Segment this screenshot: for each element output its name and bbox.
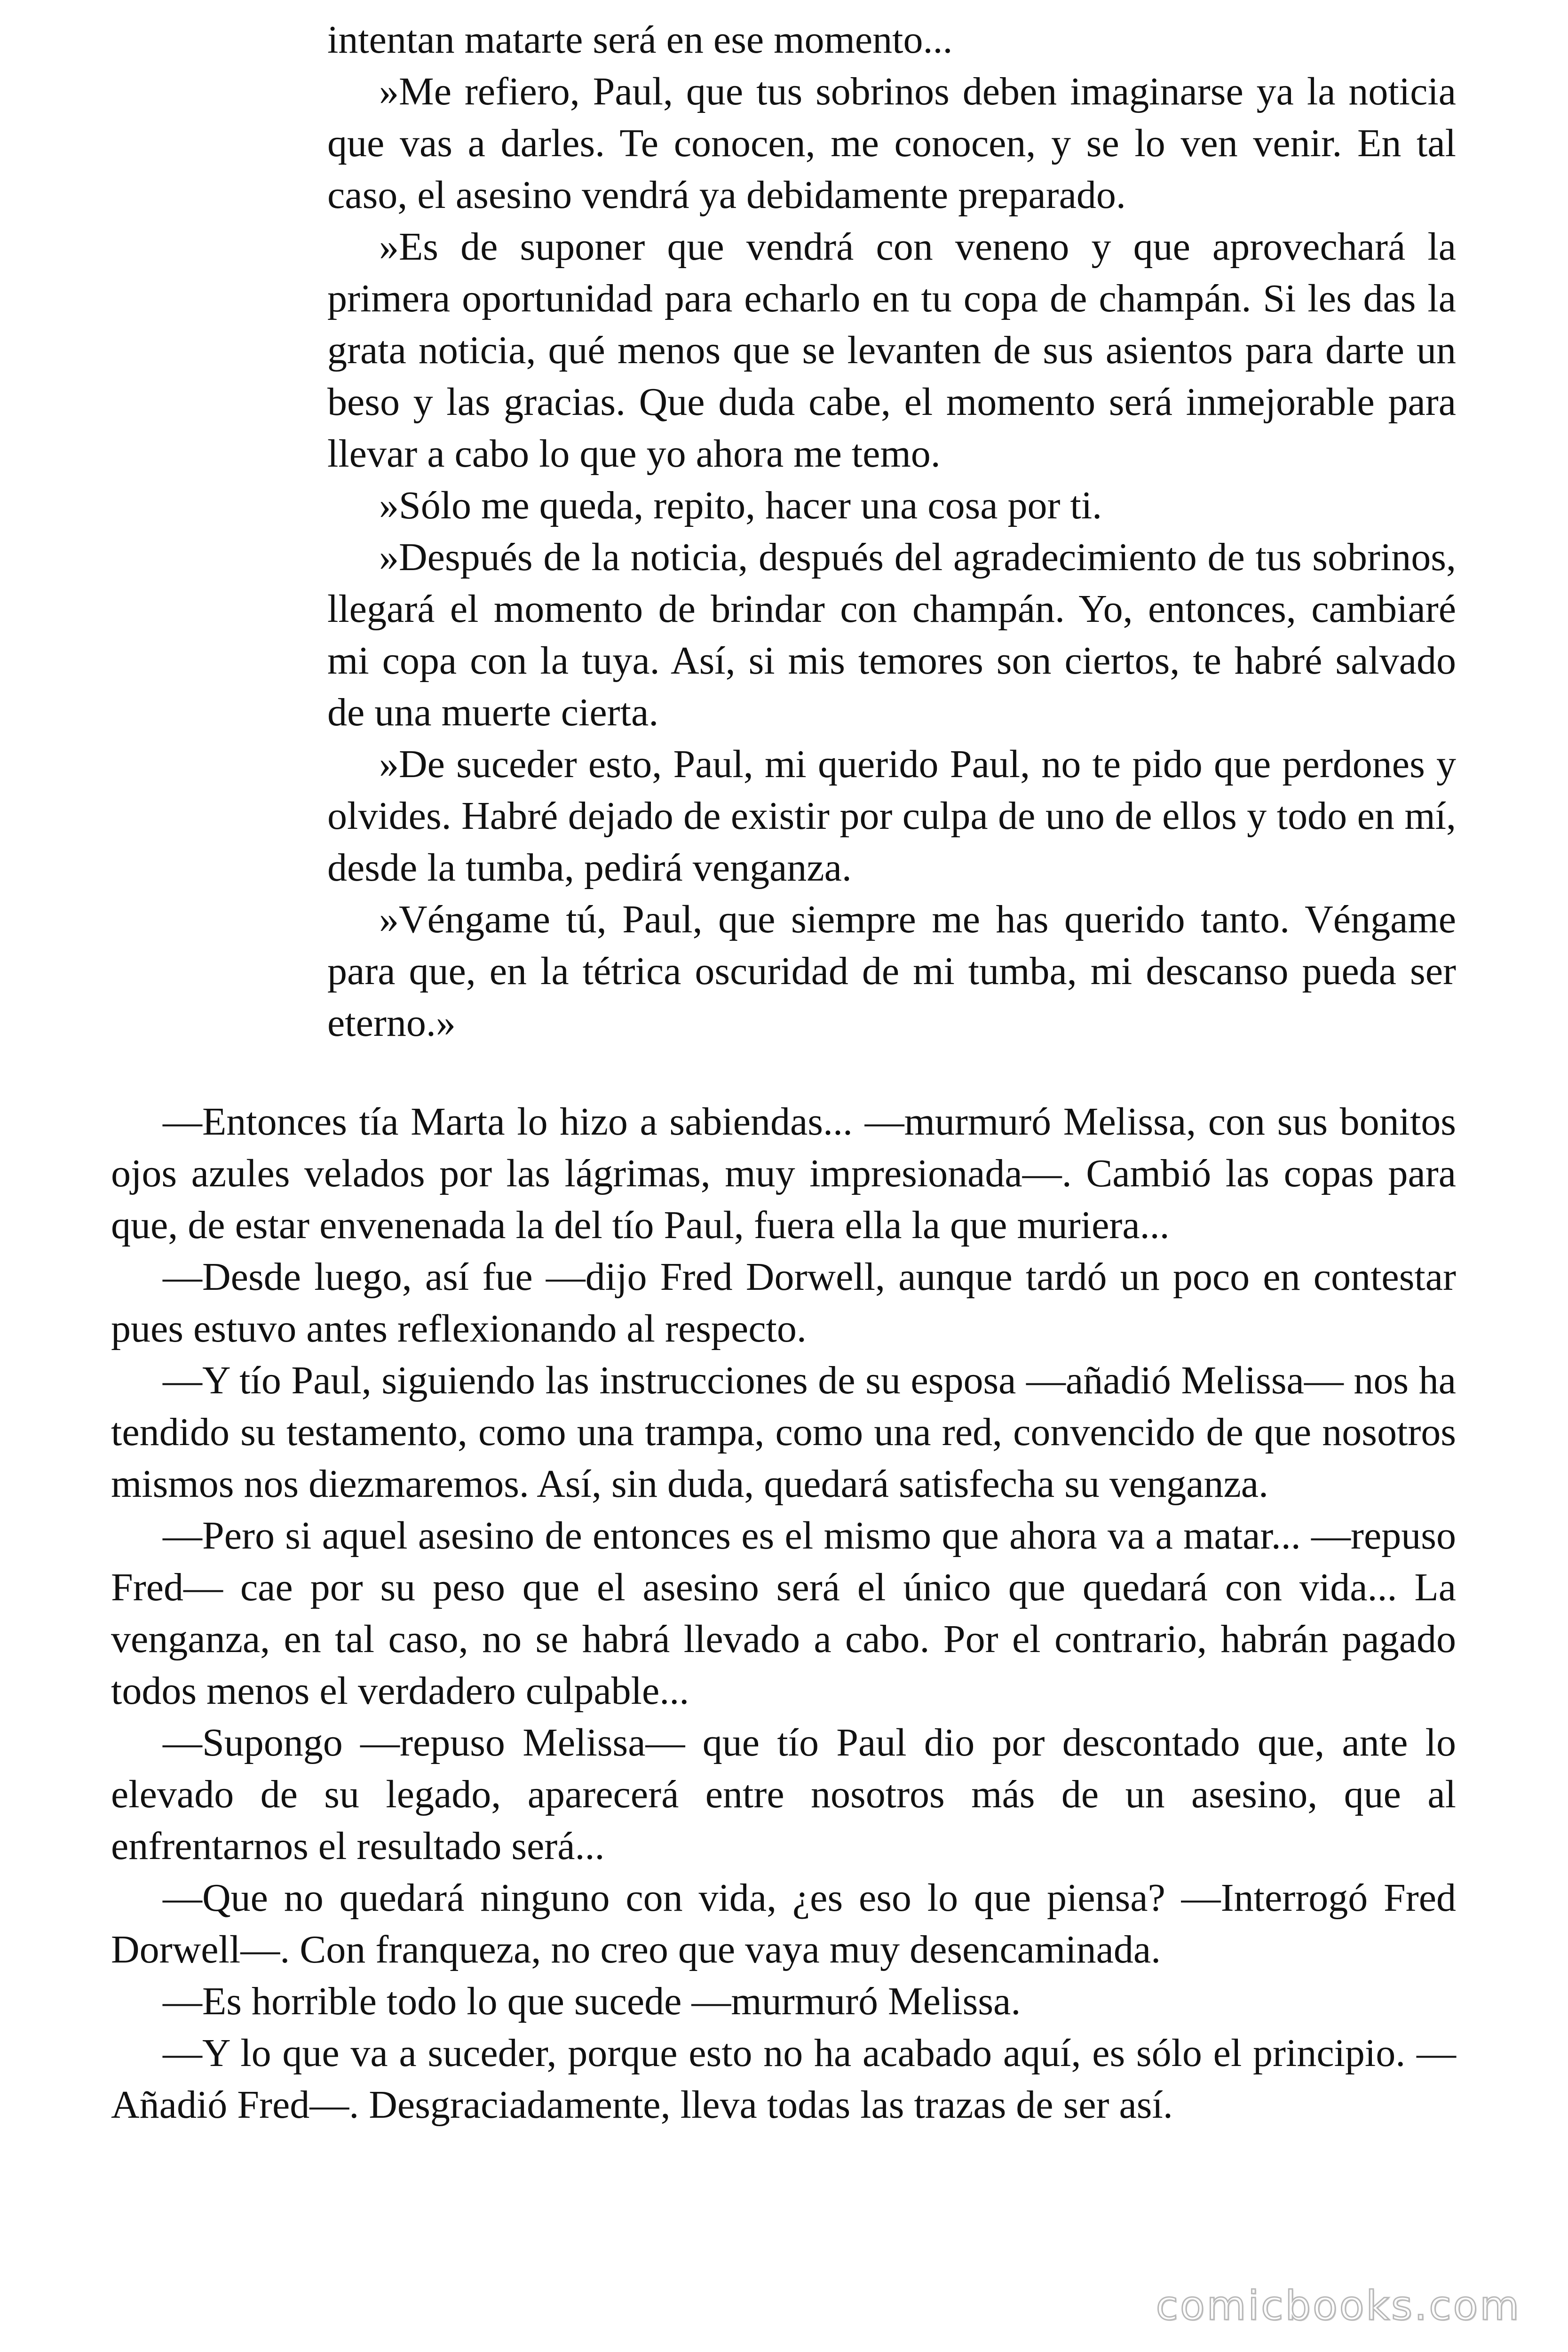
quote-paragraph: »Sólo me queda, repito, hacer una cosa por ti. (379, 484, 1102, 527)
quote-paragraph: »Es de suponer que vendrá con veneno y que aprovechará la primera oportunidad para echarlo en tu copa de champán. Si les das la grata noticia, qué menos que se levanten de sus asientos para darte un beso y las gracias. Que duda cabe, el momento será inmejorable para llevar a cabo lo que yo ahora me temo. (327, 225, 1456, 476)
body-paragraph: —Desde luego, así fue —dijo Fred Dorwell, aunque tardó un poco en contestar pues estuvo antes reflexionando al respecto. (111, 1255, 1456, 1351)
body-paragraph: —Pero si aquel asesino de entonces es el mismo que ahora va a matar... —repuso Fred— cae por su peso que el asesino será el único que quedará con vida... La venganza, en tal caso, no se habrá llevado a cabo. Por el contrario, habrán pagado todos menos el verdadero culpable... (111, 1514, 1456, 1713)
quote-paragraph: »De suceder esto, Paul, mi querido Paul, no te pido que perdones y olvides. Habré dejado de existir por culpa de uno de ellos y todo en mí, desde la tumba, pedirá venganza. (327, 742, 1456, 890)
letter-quote-block (327, 14, 1456, 1049)
body-paragraph: —Supongo —repuso Melissa— que tío Paul dio por descontado que, ante lo elevado de su legado, aparecerá entre nosotros más de un asesino, que al enfrentarnos el resultado será... (111, 1721, 1456, 1868)
watermark-logo: comicbooks.com (1156, 2282, 1521, 2329)
body-paragraph: —Entonces tía Marta lo hizo a sabiendas... —murmuró Melissa, con sus bonitos ojos azules velados por las lágrimas, muy impresionada—. Cambió las copas para que, de estar envenenada la del tío Paul, fuera ella la que muriera... (111, 1100, 1456, 1247)
body-paragraph: —Es horrible todo lo que sucede —murmuró Melissa. (163, 1979, 1021, 2023)
body-paragraph: —Que no quedará ninguno con vida, ¿es eso lo que piensa? —Interrogó Fred Dorwell—. Con franqueza, no creo que vaya muy desencaminada. (111, 1876, 1456, 1971)
quote-paragraph: »Me refiero, Paul, que tus sobrinos deben imaginarse ya la noticia que vas a darles. Te conocen, me conocen, y se lo ven venir. En tal caso, el asesino vendrá ya debidamente preparado. (327, 70, 1456, 217)
body-paragraph: —Y lo que va a suceder, porque esto no ha acabado aquí, es sólo el principio. —Añadió Fred—. Desgraciadamente, lleva todas las trazas de ser así. (111, 2031, 1456, 2127)
body-paragraph: —Y tío Paul, siguiendo las instrucciones de su esposa —añadió Melissa— nos ha tendido su testamento, como una trampa, como una red, convencido de que nosotros mismos nos diezmaremos. Así, sin duda, quedará satisfecha su venganza. (111, 1359, 1456, 1506)
quote-paragraph: »Después de la noticia, después del agradecimiento de tus sobrinos, llegará el momento de brindar con champán. Yo, entonces, cambiaré mi copa con la tuya. Así, si mis temores son ciertos, te habré salvado de una muerte cierta. (327, 535, 1456, 734)
quote-paragraph: »Véngame tú, Paul, que siempre me has querido tanto. Véngame para que, en la tétrica oscuridad de mi tumba, mi descanso pueda ser eterno.» (327, 898, 1456, 1045)
quote-paragraph: intentan matarte será en ese momento... (327, 18, 953, 62)
narrative-body (111, 1096, 1456, 2131)
